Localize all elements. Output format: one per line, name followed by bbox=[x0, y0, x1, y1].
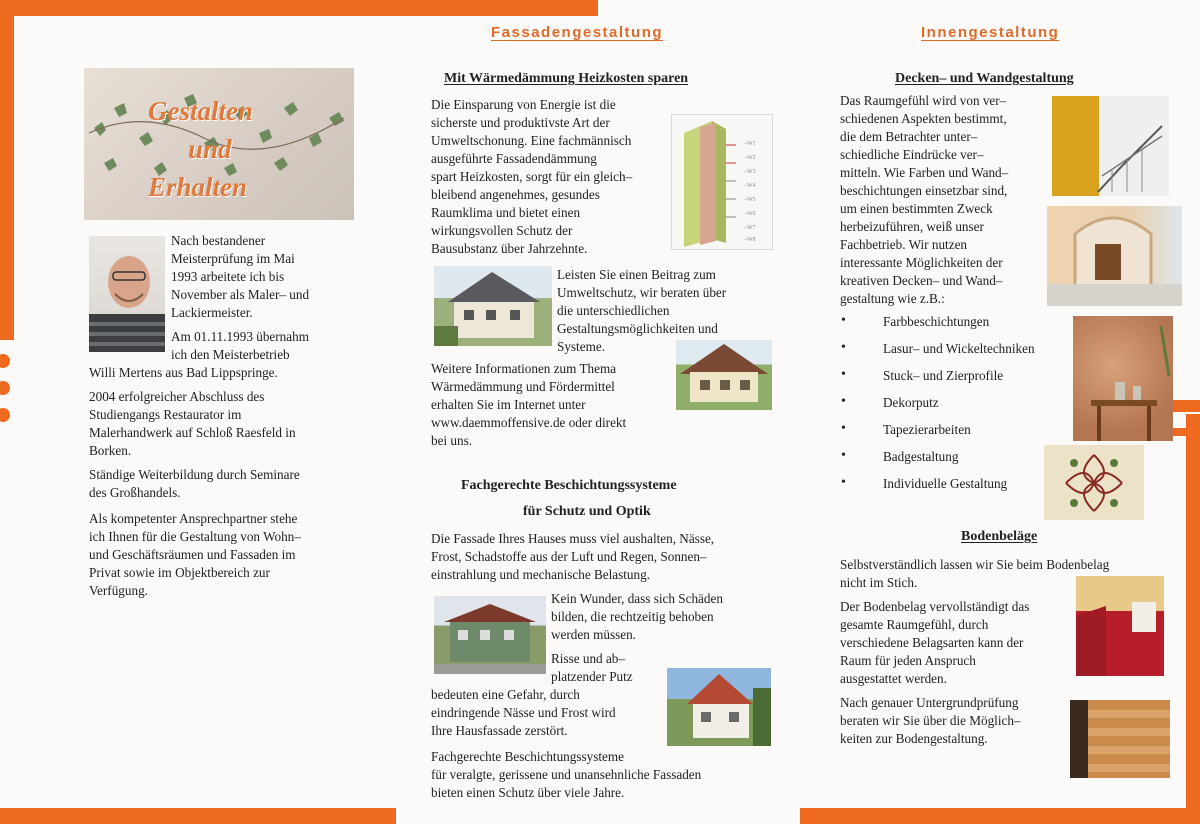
paragraph-line: bilden, die rechtzeitig behoben bbox=[551, 609, 714, 624]
paragraph-line: Die Einsparung von Energie ist die bbox=[431, 97, 616, 112]
training-line: des Großhandels. bbox=[89, 485, 181, 500]
carpet-photo bbox=[1076, 576, 1164, 676]
section-title-innen: Innengestaltung bbox=[921, 24, 1060, 41]
house-photo-2 bbox=[676, 340, 772, 410]
wall-layers-icon bbox=[672, 115, 772, 249]
paragraph-line: Weitere Informationen zum Thema bbox=[431, 361, 617, 376]
heading-waermedaemmung: Mit Wärmedämmung Heizkosten sparen bbox=[444, 71, 689, 86]
study-line: Malerhandwerk auf Schloß Raesfeld in bbox=[89, 425, 296, 440]
paragraph-line: schiedenen Aspekten bestimmt, bbox=[840, 111, 1007, 126]
list-item: • Stuck– und Zierprofile bbox=[841, 368, 1071, 395]
orange-dot bbox=[0, 381, 10, 395]
orange-frame-bottom-right bbox=[800, 808, 1200, 824]
intro-line: Nach bestandener bbox=[171, 233, 266, 248]
dining-room-photo bbox=[1047, 206, 1182, 306]
intro-line: 1993 arbeitete ich bis bbox=[171, 269, 285, 284]
paragraph-line: bei uns. bbox=[431, 433, 473, 448]
house-icon bbox=[667, 668, 771, 746]
layer-label: –W5 bbox=[744, 197, 756, 203]
paragraph-line: Fachbetrieb. Wir nutzen bbox=[840, 237, 968, 252]
paragraph-line: für veralgte, gerissene und unansehnliche Fassaden bbox=[431, 767, 702, 782]
paragraph-line: platzender Putz bbox=[551, 669, 633, 684]
heading-beschichtung-line-1: Fachgerechte Beschichtungssysteme bbox=[461, 478, 677, 493]
paragraph-line: mitteln. Wie Farben und Wand– bbox=[840, 165, 1009, 180]
paragraph-line: bieten einen Schutz über viele Jahre. bbox=[431, 785, 625, 800]
intro-line: November als Maler– und bbox=[171, 287, 310, 302]
orange-frame-left bbox=[0, 0, 14, 340]
paragraph-line: herbeizuführen, weiß unser bbox=[840, 219, 984, 234]
paragraph-line: die unterschiedlichen bbox=[557, 303, 670, 318]
house-icon bbox=[434, 266, 552, 346]
paragraph-line: gesamte Raumgefühl, durch bbox=[840, 617, 989, 632]
paragraph-line: schiedliche Eindrücke ver– bbox=[840, 147, 984, 162]
banner-title-line-2: und bbox=[188, 134, 232, 164]
carpet-icon bbox=[1076, 576, 1164, 676]
paragraph-line: Bausubstanz über Jahrzehnte. bbox=[431, 241, 588, 256]
paragraph-line: eindringende Nässe und Frost wird bbox=[431, 705, 616, 720]
meister-line: Am 01.11.1993 übernahm bbox=[171, 329, 309, 344]
paragraph-line: Systeme. bbox=[557, 339, 605, 354]
orange-dot bbox=[0, 408, 10, 422]
paragraph-line: Selbstverständlich lassen wir Sie beim Bodenbelag bbox=[840, 557, 1110, 572]
paragraph-line: um einen bestimmten Zweck bbox=[840, 201, 993, 216]
list-item: • Badgestaltung bbox=[841, 449, 1071, 476]
paragraph-line: kreativen Decken– und Wand– bbox=[840, 273, 1003, 288]
house-photo-3 bbox=[434, 596, 546, 674]
house-photo-4 bbox=[667, 668, 771, 746]
paragraph-line: Umweltschutz, wir beraten über bbox=[557, 285, 727, 300]
portrait-photo bbox=[89, 236, 165, 352]
banner-image bbox=[84, 68, 354, 220]
orange-frame-right bbox=[1186, 414, 1200, 824]
service-list bbox=[841, 314, 1071, 503]
meister-line: Willi Mertens aus Bad Lippspringe. bbox=[89, 365, 278, 380]
list-item: • Lasur– und Wickeltechniken bbox=[841, 341, 1071, 368]
wooden-stairs-photo bbox=[1070, 700, 1170, 778]
paragraph-line: Frost, Schadstoffe aus der Luft und Regen, Sonnen– bbox=[431, 549, 707, 564]
orange-frame-bottom-left bbox=[0, 808, 396, 824]
paragraph-line: Wärmedämmung und Fördermittel bbox=[431, 379, 615, 394]
paragraph-line: Gestaltungsmöglichkeiten und bbox=[557, 321, 718, 336]
ornament-photo bbox=[1044, 445, 1144, 520]
paragraph-line: Fachgerechte Beschichtungssysteme bbox=[431, 749, 624, 764]
study-line: Borken. bbox=[89, 443, 132, 458]
paragraph-line: www.daemmoffensive.de oder direkt bbox=[431, 415, 627, 430]
paragraph-line: nicht im Stich. bbox=[840, 575, 918, 590]
layer-label: –W3 bbox=[744, 169, 756, 175]
orange-frame-top-left bbox=[0, 0, 598, 16]
contact-line: und Geschäftsräumen und Fassaden im bbox=[89, 547, 296, 562]
house-icon bbox=[434, 596, 546, 674]
paragraph-line: Umweltschonung. Eine fachmännisch bbox=[431, 133, 632, 148]
paragraph-line: bedeuten eine Gefahr, durch bbox=[431, 687, 580, 702]
paragraph-line: einstrahlung und mechanische Belastung. bbox=[431, 567, 651, 582]
training-line: Ständige Weiterbildung durch Seminare bbox=[89, 467, 300, 482]
study-line: 2004 erfolgreicher Abschluss des bbox=[89, 389, 265, 404]
list-item: • Dekorputz bbox=[841, 395, 1071, 422]
paragraph-line: keiten zur Bodengestaltung. bbox=[840, 731, 988, 746]
contact-line: Als kompetenter Ansprechpartner stehe bbox=[89, 511, 298, 526]
paragraph-line: Der Bodenbelag vervollständigt das bbox=[840, 599, 1030, 614]
paragraph-line: Nach genauer Untergrundprüfung bbox=[840, 695, 1019, 710]
paragraph-line: ausgeführte Fassadendämmung bbox=[431, 151, 597, 166]
paragraph-line: erhalten Sie im Internet unter bbox=[431, 397, 586, 412]
section-title-fassade: Fassadengestaltung bbox=[491, 24, 664, 41]
stairs-icon bbox=[1070, 700, 1170, 778]
ornament-icon bbox=[1044, 445, 1144, 520]
paragraph-line: Leisten Sie einen Beitrag zum bbox=[557, 267, 716, 282]
paragraph-line: Raumklima und bietet einen bbox=[431, 205, 581, 220]
staircase-icon bbox=[1052, 96, 1169, 196]
list-item: • Tapezierarbeiten bbox=[841, 422, 1071, 449]
layer-label: –W6 bbox=[744, 211, 756, 217]
contact-line: ich Ihnen für die Gestaltung von Wohn– bbox=[89, 529, 301, 544]
paragraph-line: beraten wir Sie über die Möglich– bbox=[840, 713, 1021, 728]
layer-label: –W4 bbox=[744, 183, 756, 189]
paragraph-line: spart Heizkosten, sorgt für ein gleich– bbox=[431, 169, 633, 184]
intro-line: Meisterprüfung im Mai bbox=[171, 251, 295, 266]
layer-label: –W8 bbox=[744, 237, 756, 243]
intro-line: Lackiermeister. bbox=[171, 305, 253, 320]
paragraph-line: die dem Betrachter unter– bbox=[840, 129, 978, 144]
room-icon bbox=[1047, 206, 1182, 306]
paragraph-line: sicherste und produktivste Art der bbox=[431, 115, 610, 130]
layer-label: –W1 bbox=[744, 141, 756, 147]
stairwell-photo bbox=[1052, 96, 1169, 196]
paragraph-line: Ihre Hausfassade zerstört. bbox=[431, 723, 568, 738]
layer-label: –W7 bbox=[744, 225, 756, 231]
person-icon bbox=[89, 236, 165, 352]
paragraph-line: Das Raumgefühl wird von ver– bbox=[840, 93, 1007, 108]
paragraph-line: Die Fassade Ihres Hauses muss viel aushalten, Nässe, bbox=[431, 531, 715, 546]
paragraph-line: bleibend angenehmes, gesundes bbox=[431, 187, 600, 202]
contact-line: Privat sowie im Objektbereich zur bbox=[89, 565, 270, 580]
paragraph-line: Kein Wunder, dass sich Schäden bbox=[551, 591, 723, 606]
paragraph-line: beschichtungen einsetzbar sind, bbox=[840, 183, 1008, 198]
orange-dot bbox=[0, 354, 10, 368]
paragraph-line: gestaltung wie z.B.: bbox=[840, 291, 945, 306]
paragraph-line: Risse und ab– bbox=[551, 651, 625, 666]
list-item: • Farbbeschichtungen bbox=[841, 314, 1071, 341]
paragraph-line: Raum für jeden Anspruch bbox=[840, 653, 976, 668]
paragraph-line: verschiedene Belagsarten kann der bbox=[840, 635, 1024, 650]
banner-title-line-3: Erhalten bbox=[148, 172, 248, 202]
heading-decken-wand: Decken– und Wandgestaltung bbox=[895, 71, 1074, 86]
house-icon bbox=[676, 340, 772, 410]
paragraph-line: wirkungsvollen Schutz der bbox=[431, 223, 573, 238]
contact-line: Verfügung. bbox=[89, 583, 148, 598]
list-item: • Individuelle Gestaltung bbox=[841, 476, 1071, 503]
meister-line: ich den Meisterbetrieb bbox=[171, 347, 290, 362]
heading-bodenbelaege: Bodenbeläge bbox=[961, 529, 1038, 544]
study-line: Studiengangs Restaurator im bbox=[89, 407, 242, 422]
house-photo-1 bbox=[434, 266, 552, 346]
table-icon bbox=[1073, 316, 1173, 441]
paragraph-line: interessante Möglichkeiten der bbox=[840, 255, 1003, 270]
insulation-diagram bbox=[671, 114, 773, 250]
wall-texture-photo bbox=[1073, 316, 1173, 441]
heading-beschichtung-line-2: für Schutz und Optik bbox=[523, 504, 651, 519]
paragraph-line: werden müssen. bbox=[551, 627, 636, 642]
paragraph-line: ausgestattet werden. bbox=[840, 671, 947, 686]
layer-label: –W2 bbox=[744, 155, 756, 161]
banner-title-line-1: Gestalten bbox=[148, 96, 253, 126]
